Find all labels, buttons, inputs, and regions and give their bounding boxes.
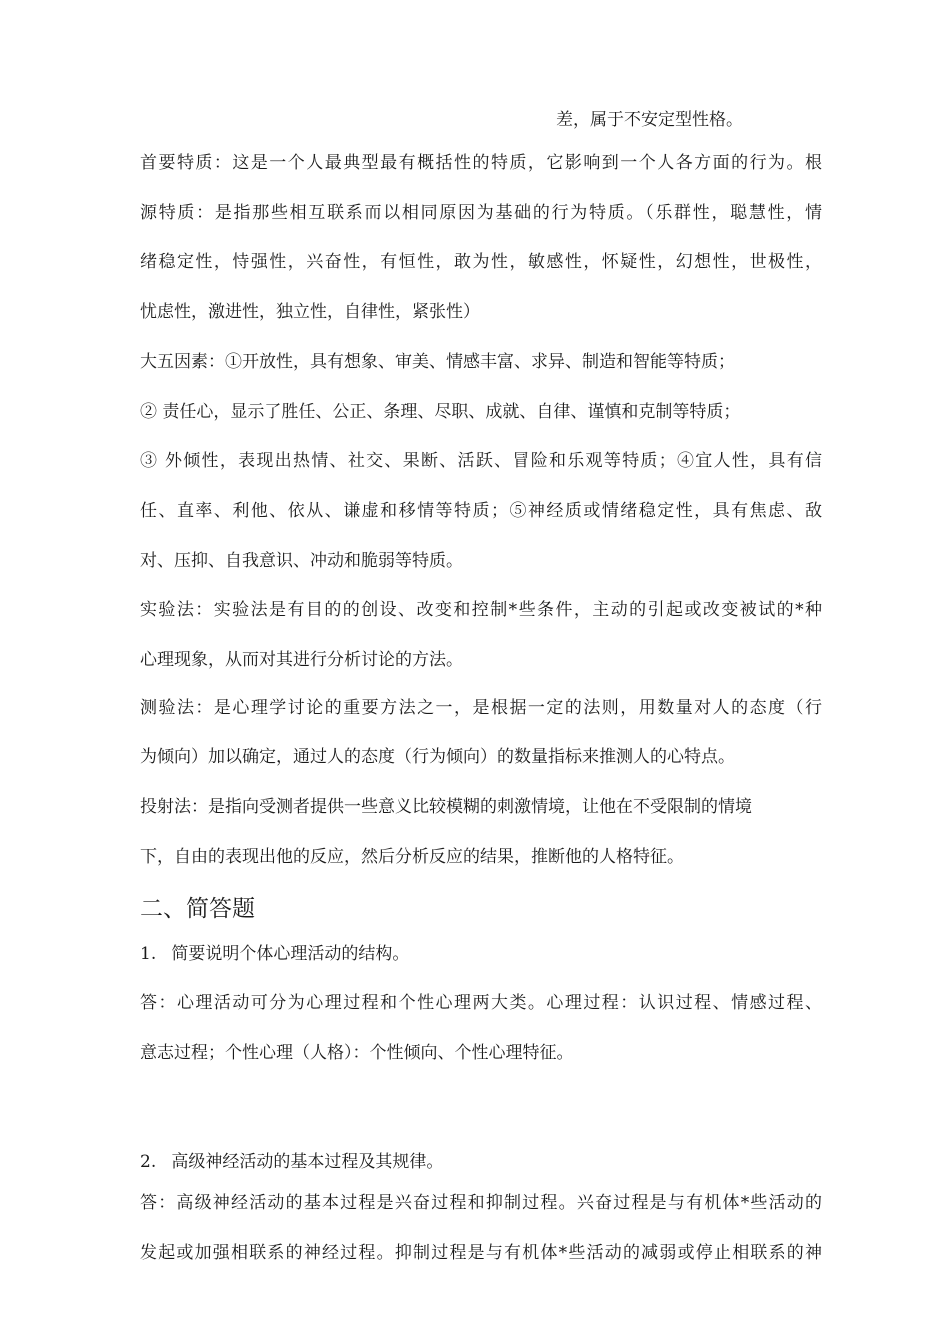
text-line: 源特质：是指那些相互联系而以相同原因为基础的行为特质。（乐群性，聪慧性，情 bbox=[140, 203, 822, 223]
answer-line: 答：心理活动可分为心理过程和个性心理两大类。心理过程：认识过程、情感过程、 bbox=[140, 993, 822, 1013]
text-line: 测验法：是心理学讨论的重要方法之一，是根据一定的法则，用数量对人的态度（行 bbox=[140, 698, 822, 718]
text-line: 心理现象，从而对其进行分析讨论的方法。 bbox=[140, 650, 463, 670]
text-line: 绪稳定性，恃强性，兴奋性，有恒性，敢为性，敏感性，怀疑性，幻想性，世极性， bbox=[140, 252, 822, 272]
question-number: 1. bbox=[140, 944, 157, 964]
question-1 bbox=[140, 943, 409, 965]
question-text: 高级神经活动的基本过程及其规律。 bbox=[171, 1152, 444, 1172]
answer-line: 发起或加强相联系的神经过程。抑制过程是与有机体*些活动的减弱或停止相联系的神 bbox=[140, 1243, 822, 1263]
question-2 bbox=[140, 1151, 443, 1173]
text-line: 投射法：是指向受测者提供一些意义比较模糊的刺激情境，让他在不受限制的情境 bbox=[140, 797, 752, 817]
question-text: 简要说明个体心理活动的结构。 bbox=[171, 944, 410, 964]
section-heading: 二、简答题 bbox=[140, 896, 255, 922]
text-line: 下，自由的表现出他的反应，然后分析反应的结果，推断他的人格特征。 bbox=[140, 847, 684, 867]
text-line: 大五因素：①开放性，具有想象、审美、情感丰富、求异、制造和智能等特质； bbox=[140, 352, 735, 372]
answer-line: 意志过程；个性心理（人格）：个性倾向、个性心理特征。 bbox=[140, 1043, 574, 1063]
text-line: 差，属于不安定型性格。 bbox=[556, 110, 743, 130]
text-line: 对、压抑、自我意识、冲动和脆弱等特质。 bbox=[140, 551, 463, 571]
text-line: 任、直率、利他、依从、谦虚和移情等特质；⑤神经质或情绪稳定性，具有焦虑、敌 bbox=[140, 501, 822, 521]
text-line: 实验法：实验法是有目的的创设、改变和控制*些条件，主动的引起或改变被试的*种 bbox=[140, 600, 822, 620]
text-line: 首要特质：这是一个人最典型最有概括性的特质，它影响到一个人各方面的行为。根 bbox=[140, 153, 822, 173]
text-line: ③ 外倾性，表现出热情、社交、果断、活跃、冒险和乐观等特质；④宜人性，具有信 bbox=[140, 451, 822, 471]
text-line: ② 责任心，显示了胜任、公正、条理、尽职、成就、自律、谨慎和克制等特质； bbox=[140, 402, 741, 422]
question-number: 2. bbox=[140, 1152, 157, 1172]
text-line: 为倾向）加以确定，通过人的态度（行为倾向）的数量指标来推测人的心特点。 bbox=[140, 747, 735, 767]
answer-line: 答：高级神经活动的基本过程是兴奋过程和抑制过程。兴奋过程是与有机体*些活动的 bbox=[140, 1193, 822, 1213]
text-line: 忧虑性，激进性，独立性，自律性，紧张性） bbox=[140, 302, 480, 322]
